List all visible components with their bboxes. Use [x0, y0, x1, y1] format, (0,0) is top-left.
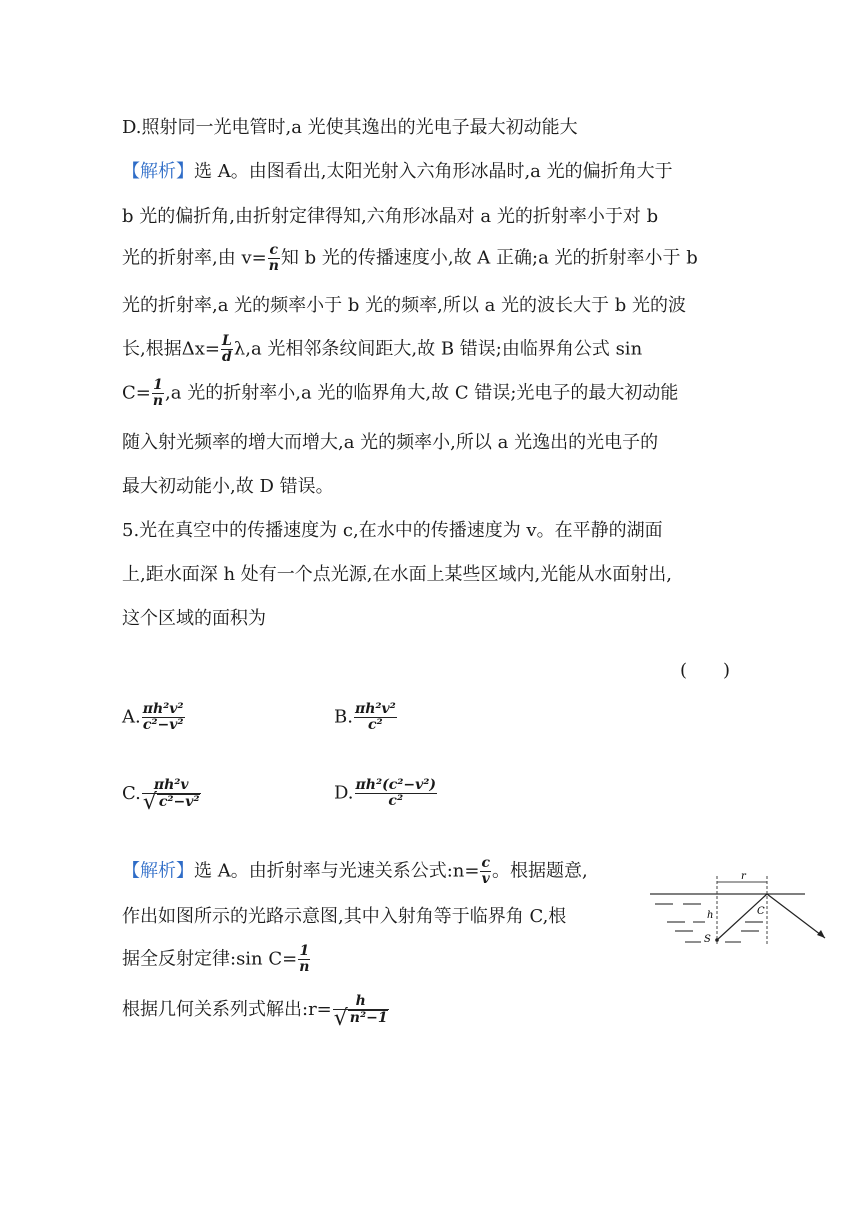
- analysis2-tag: 【解析】: [122, 860, 194, 882]
- fraction-h-over-sqrt: $\frac{h}{\text{√ n²−1}}$: [333, 993, 388, 1031]
- analysis2-line-1: 【解析】选 A。由折射率与光速关系公式:n= $\frac{c}{v}$ 。根据题意,: [122, 855, 588, 887]
- fraction-c-over-v: $\frac{c}{v}$: [481, 855, 490, 887]
- analysis2-line-2: 作出如图所示的光路示意图,其中入射角等于临界角 C,根: [122, 906, 567, 927]
- answer-bracket: ( ): [680, 660, 731, 681]
- r-label: r: [741, 871, 746, 882]
- analysis2-line-4: 根据几何关系列式解出:r= $\frac{h}{\text{√ n²−1}}$: [122, 993, 388, 1031]
- fraction-c-over-n: $\frac{c}{n}$: [268, 242, 279, 274]
- option-b: B. $\frac{\text{πh²v²}}{\text{c²}}$: [334, 701, 396, 733]
- analysis-line-4: 光的折射率,a 光的频率小于 b 光的频率,所以 a 光的波长大于 b 光的波: [122, 295, 687, 316]
- analysis-line-2: b 光的偏折角,由折射定律得知,六角形冰晶对 a 光的折射率小于对 b: [122, 206, 659, 227]
- arrow-head: [817, 930, 825, 938]
- fraction-1-over-n-2: $\frac{1}{n}$: [299, 943, 310, 975]
- question-line-2: 上,距水面深 h 处有一个点光源,在水面上某些区域内,光能从水面射出,: [122, 564, 672, 585]
- analysis-line-6: C= $\frac{1}{n}$ ,a 光的折射率小,a 光的临界角大,故 C 错误;光电子的最大初动能: [122, 377, 679, 409]
- reflected-ray: [767, 894, 825, 938]
- h-label: h: [707, 910, 714, 921]
- option-d: D. $\frac{\text{πh²(c²−v²)}}{\text{c²}}$: [334, 777, 436, 809]
- analysis-line-3: 光的折射率,由 v= $\frac{c}{n}$ 知 b 光的传播速度小,故 A 正确;a 光的折射率小于 b: [122, 242, 698, 274]
- analysis2-line-3: 据全反射定律:sin C= $\frac{1}{n}$: [122, 943, 310, 975]
- question-line-3: 这个区域的面积为: [122, 608, 266, 629]
- option-a: A. $\frac{\text{πh²v²}}{\text{c²−v²}}$: [122, 701, 184, 733]
- incident-ray: [717, 894, 767, 940]
- s-label: S: [704, 934, 711, 945]
- c-label: C: [757, 906, 765, 917]
- fraction-l-over-d: $\frac{L}{d}$: [221, 333, 232, 365]
- light-path-diagram: [645, 868, 835, 948]
- source-point: [715, 938, 719, 942]
- analysis-line-7: 随入射光频率的增大而增大,a 光的频率小,所以 a 光逸出的光电子的: [122, 432, 659, 453]
- analysis-line-8: 最大初动能小,故 D 错误。: [122, 476, 334, 497]
- analysis-tag: 【解析】: [122, 161, 194, 182]
- option-c: C. $\frac{\text{πh²v}}{\text{√ c²−v²}}$: [122, 777, 200, 815]
- analysis-line-5: 长,根据Δx= $\frac{L}{d}$ λ,a 光相邻条纹间距大,故 B 错误;由临界角公式 sin: [122, 333, 643, 365]
- question-line-1: 5.光在真空中的传播速度为 c,在水中的传播速度为 v。在平静的湖面: [122, 520, 663, 541]
- option-d-text: D.照射同一光电管时,a 光使其逸出的光电子最大初动能大: [122, 117, 578, 138]
- analysis-line-1: 【解析】选 A。由图看出,太阳光射入六角形冰晶时,a 光的偏折角大于: [122, 161, 673, 182]
- fraction-1-over-n: $\frac{1}{n}$: [152, 377, 164, 409]
